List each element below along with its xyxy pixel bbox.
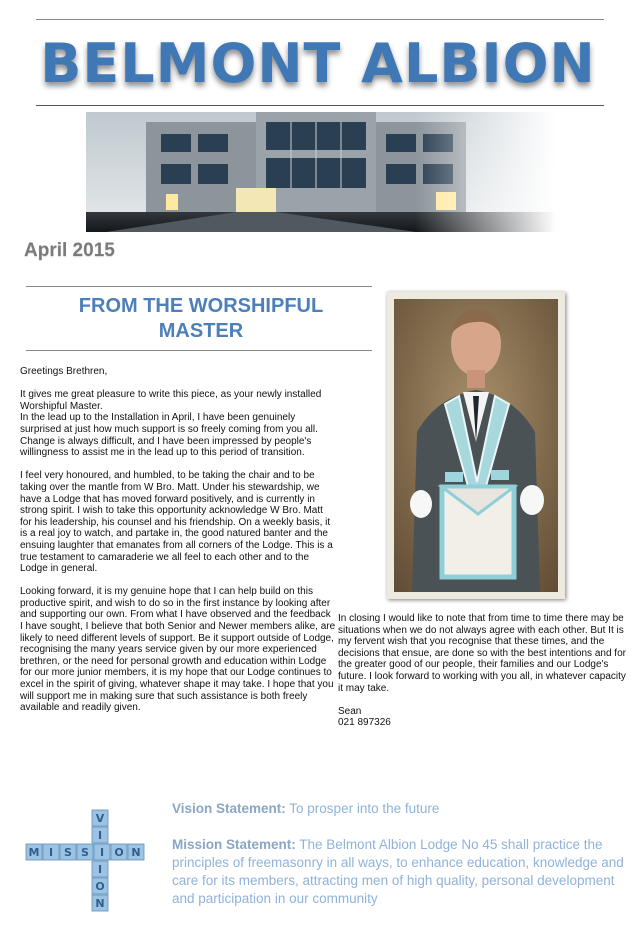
article-body-right (338, 613, 628, 729)
masthead-title: BELMONT ALBION (40, 32, 596, 95)
mission-statement (172, 836, 627, 908)
article-para-3: I feel very honoured, and humbled, to be taking the chair and to be taking over the mantle from W Bro. Matt. Under his stewardship, we have a Lodge that has moved forward positively, and is currently in strong spirit. I wish to take this opportunity acknowledge W Bro. Matt for his leadership, his counsel and his friendship. On a weekly basis, it is a real joy to watch, and partake in, the good natured banter and the ensuing laughter that emanates from all corners of the Lodge. This is a true testament to camaraderie we all feel to each other and to the Lodge in general. (20, 470, 333, 575)
mission-label: Mission Statement: (172, 837, 296, 852)
crossword-tile-across-0 (26, 844, 42, 860)
lodge-building-photo (86, 112, 556, 232)
crossword-tile-down-0 (92, 810, 108, 826)
crossword-tile-down-4 (92, 878, 108, 894)
article-para-4: Looking forward, it is my genuine hope that I can help build on this productive spirit, and wish to do so in the first instance by looking after and supporting our own. From what I have observed and the feedback I have sought, I believe that both Senior and Newer members alike, are likely to need different levels of support. Be it support outside of Lodge, recognising the many years service given by our more experienced brethren, or the need for personal growth and education within Lodge for our more junior members, it is my hope that our Lodge continues to excel in the spirit of giving, whatever shape it may take. I hope that you will support me in making sure that such assistance is both freely available and readily given. (20, 586, 336, 714)
heading-bottom-rule (26, 350, 372, 351)
crossword-svg (22, 806, 154, 912)
article-para-2: In the lead up to the Installation in April, I have been genuinely surprised at just how much support is so freely coming from you all. Change is always difficult, and I have been impressed by people's willingness to assist me in the lead up to this period of transition. (20, 412, 318, 459)
crossword-tile-across-6 (128, 844, 144, 860)
masthead-rule (36, 105, 604, 106)
crossword-tile-down-5 (92, 895, 108, 911)
heading-top-rule (26, 286, 372, 287)
issue-date: April 2015 (24, 240, 115, 261)
vision-mission-crossword-graphic (22, 806, 154, 912)
svg-text:S: S (81, 846, 89, 859)
crossword-tile-down-3 (92, 861, 108, 877)
svg-text:V: V (95, 812, 105, 825)
crossword-tile-across-3 (77, 844, 93, 860)
article-heading-line1: FROM THE WORSHIPFUL (78, 295, 324, 317)
vision-text: To prosper into the future (285, 801, 440, 816)
svg-text:N: N (131, 846, 141, 859)
svg-text:O: O (95, 880, 105, 893)
svg-text:N: N (95, 897, 105, 910)
svg-text:S: S (64, 846, 72, 859)
article-heading (36, 294, 366, 344)
svg-text:I: I (48, 846, 54, 859)
crossword-tile-across-2 (60, 844, 76, 860)
crossword-tile-across-5 (111, 844, 127, 860)
worshipful-master-portrait (387, 292, 565, 599)
article-para-5: In closing I would like to note that from time to time there may be situations when we do not always agree with each other. But It is my fervent wish that you recognise that these times, and the decisions that ensue, are done so with the best intentions and for the greater good of our people, their families and our Lodge's future. I look forward to working with you all, in whatever capacity it may take. (338, 613, 626, 694)
signoff-phone: 021 897326 (338, 717, 391, 729)
article-para-1: It gives me great pleasure to write this piece, as your newly installed Worshipful Master. (20, 389, 322, 412)
crossword-tile-across-1 (43, 844, 59, 860)
vision-statement (172, 800, 622, 818)
svg-text:I: I (97, 829, 103, 842)
article-heading-line2: MASTER (158, 320, 244, 342)
article-body-left (20, 366, 336, 725)
svg-text:I: I (99, 846, 105, 859)
crossword-tile-down-1 (92, 827, 108, 843)
vision-label: Vision Statement: (172, 801, 286, 816)
svg-text:O: O (114, 846, 124, 859)
mission-text: The Belmont Albion Lodge No 45 shall practice the principles of freemasonry in all ways, to enhance education, knowledge and care for its members, attracting men of high quality, personal development and participation in our community (172, 837, 624, 906)
svg-text:I: I (97, 863, 103, 876)
top-rule (36, 19, 604, 20)
signoff-name: Sean (338, 705, 362, 717)
crossword-tile-across-4 (94, 844, 110, 860)
svg-text:M: M (28, 846, 40, 859)
article-greeting: Greetings Brethren, (20, 366, 108, 377)
